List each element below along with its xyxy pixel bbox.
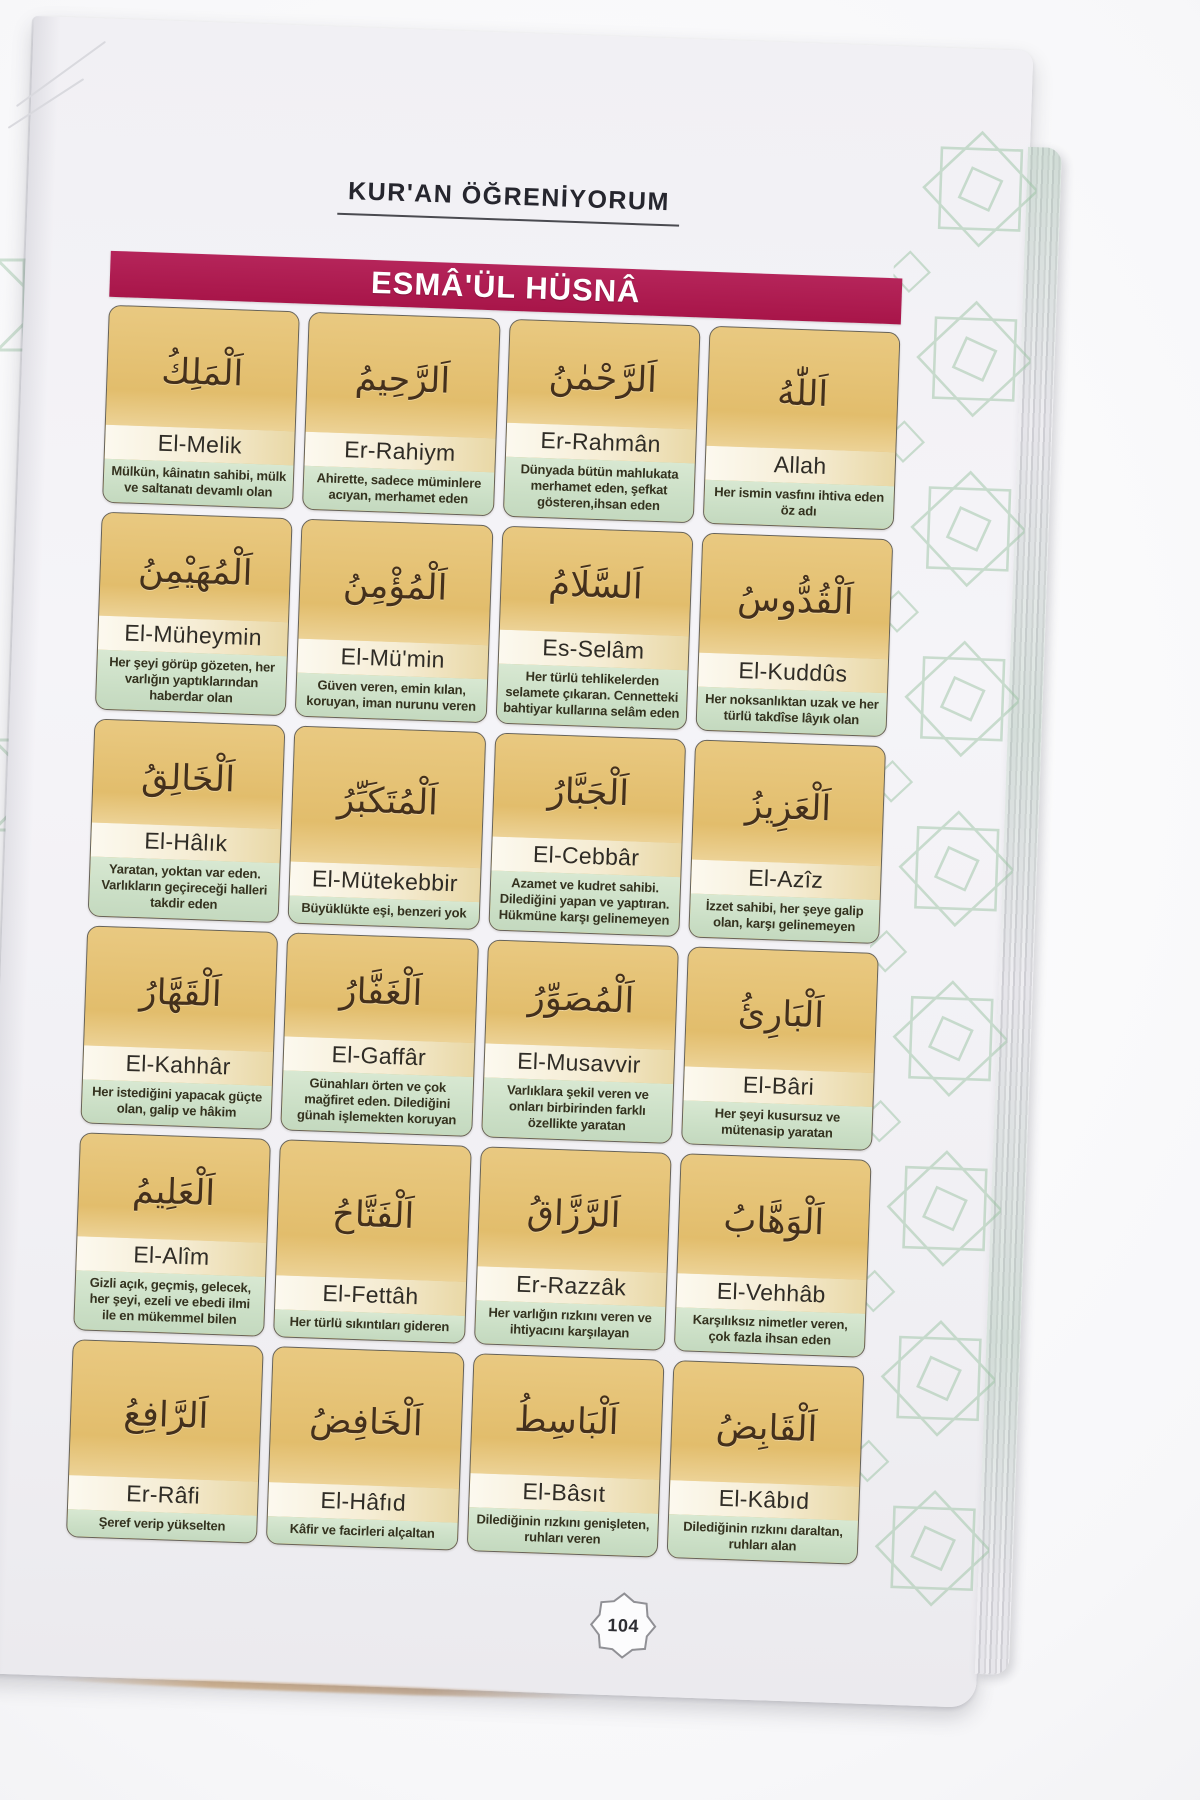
- arabic-calligraphy: اَلْبَارِئُ: [684, 947, 877, 1072]
- name-card: [288, 726, 486, 931]
- name-latin: Allah: [705, 446, 895, 487]
- name-description: Dünyada bütün mahlukata merhamet eden, şefkat gösteren,ihsan eden: [503, 456, 694, 522]
- name-latin: El-Gaffâr: [284, 1036, 474, 1077]
- name-latin: El-Hâfıd: [268, 1482, 458, 1523]
- name-description: Her şeyi görüp gözeten, her varlığın yaptıklarından haberdar olan: [96, 649, 287, 715]
- name-description: Büyüklükte eşi, benzeri yok: [289, 895, 479, 929]
- name-description: Her istediğini yapacak güçte olan, galip ve hâkim: [81, 1079, 272, 1129]
- name-latin: El-Mütekebbir: [290, 861, 480, 902]
- name-card: [273, 1139, 471, 1344]
- name-description: Mülkün, kâinatın sahibi, mülk ve saltanatı devamlı olan: [103, 459, 294, 509]
- name-latin: Er-Rahmân: [505, 422, 695, 463]
- name-latin: El-Kâbıd: [669, 1480, 859, 1521]
- page-number-badge: [586, 1588, 660, 1662]
- arabic-calligraphy: اَلرَّحْمٰنُ: [507, 320, 700, 429]
- name-card: [88, 719, 286, 924]
- book-page: [0, 16, 1033, 1708]
- arabic-calligraphy: اَللّٰهُ: [706, 327, 899, 452]
- arabic-calligraphy: اَلْبَاسِطُ: [470, 1354, 663, 1479]
- name-latin: Es-Selâm: [498, 629, 688, 670]
- name-description: Şeref verip yükselten: [67, 1509, 257, 1543]
- name-latin: El-Kahhâr: [83, 1045, 273, 1086]
- arabic-calligraphy: اَلسَّلَامُ: [499, 527, 692, 636]
- name-card: [681, 946, 879, 1151]
- name-card: [502, 319, 700, 524]
- name-latin: El-Mü'min: [298, 638, 488, 679]
- name-latin: Er-Rahiym: [305, 432, 495, 473]
- name-description: Azamet ve kudret sahibi. Dilediğini yapan ve yaptıran. Hükmüne karşı gelinemeyen: [489, 870, 680, 936]
- name-description: Güven veren, emin kılan, koruyan, iman nurunu veren: [296, 672, 487, 722]
- name-card: [281, 932, 479, 1137]
- arabic-calligraphy: اَلْقُدُّوسُ: [699, 534, 892, 659]
- arabic-calligraphy: اَلْوَهَّابُ: [677, 1154, 870, 1279]
- name-card: [466, 1353, 664, 1558]
- name-description: Yaratan, yoktan var eden. Varlıkların geçireceği halleri takdir eden: [89, 856, 280, 922]
- name-card: [102, 305, 300, 510]
- page-content: [61, 19, 910, 1704]
- name-card: [295, 519, 493, 724]
- page-header: [112, 169, 905, 235]
- name-description: Her şeyi kusursuz ve mütenasip yaratan: [682, 1100, 873, 1150]
- arabic-calligraphy: اَلْخَافِضُ: [269, 1347, 463, 1488]
- name-description: Varlıklara şekil veren ve onları birbirinden farklı özellikte yaratan: [482, 1077, 673, 1143]
- name-latin: El-Fettâh: [275, 1275, 465, 1316]
- name-latin: Er-Râfi: [68, 1475, 258, 1516]
- arabic-calligraphy: اَلْمُتَكَبِّرُ: [291, 727, 485, 868]
- name-description: Her varlığın rızkını veren ve ihtiyacını karşılayan: [474, 1300, 665, 1350]
- arabic-calligraphy: اَلْقَابِضُ: [670, 1361, 863, 1486]
- arabic-calligraphy: اَلْخَالِقُ: [92, 720, 285, 829]
- name-description: Her türlü tehlikelerden selamete çıkaran. Cennetteki bahtiyar kullarına selâm eden: [496, 663, 687, 729]
- name-card: [702, 326, 900, 531]
- name-latin: El-Azîz: [691, 859, 881, 900]
- name-description: Günahları örten ve çok mağfiret eden. Dilediğini günah işlemekten koruyan: [282, 1070, 473, 1136]
- page-number: 104: [607, 1614, 640, 1636]
- name-latin: El-Bâsıt: [469, 1473, 659, 1514]
- name-card: [95, 512, 293, 717]
- name-card: [66, 1339, 264, 1544]
- name-card: [481, 939, 679, 1144]
- name-latin: El-Müheymin: [98, 615, 288, 656]
- name-description: Kâfir ve facirleri alçaltan: [267, 1516, 457, 1550]
- arabic-calligraphy: اَلْمُهَيْمِنُ: [99, 513, 292, 622]
- name-latin: El-Bâri: [683, 1066, 873, 1107]
- name-card: [688, 740, 886, 945]
- arabic-calligraphy: اَلرَّحِيمُ: [306, 313, 499, 438]
- name-card: [266, 1346, 464, 1551]
- name-latin: El-Musavvir: [484, 1043, 674, 1084]
- name-card: [302, 312, 500, 517]
- arabic-calligraphy: اَلْعَزِيزُ: [692, 741, 885, 866]
- arabic-calligraphy: اَلْمُصَوِّرُ: [485, 940, 678, 1049]
- name-description: Her türlü sıkıntıları gideren: [274, 1309, 464, 1343]
- name-latin: El-Cebbâr: [491, 836, 681, 877]
- name-latin: El-Melik: [105, 425, 295, 466]
- arabic-calligraphy: اَلْمَلِكُ: [106, 306, 299, 431]
- name-description: Dilediğinin rızkını daraltan, ruhları alan: [667, 1514, 858, 1564]
- name-card: [674, 1153, 872, 1358]
- name-card: [73, 1132, 271, 1337]
- name-description: Ahirette, sadece müminlere acıyan, merhamet eden: [303, 466, 494, 516]
- name-card: [495, 526, 693, 731]
- page-header-text: KUR'AN ÖĞRENİYORUM: [337, 177, 680, 227]
- name-description: Gizli açık, geçmiş, gelecek, her şeyi, ezeli ve ebedi ilmi ile en mükemmel bilen: [74, 1270, 265, 1336]
- arabic-calligraphy: اَلْغَفَّارُ: [285, 933, 478, 1042]
- name-description: Karşılıksız nimetler veren, çok fazla ihsan eden: [675, 1307, 866, 1357]
- arabic-calligraphy: اَلرَّزَّاقُ: [477, 1147, 670, 1272]
- name-latin: Er-Razzâk: [476, 1266, 666, 1307]
- name-card: [473, 1146, 671, 1351]
- name-card: [666, 1360, 864, 1565]
- arabic-calligraphy: اَلْفَتَّاحُ: [276, 1140, 470, 1281]
- name-description: Dilediğinin rızkını genişleten, ruhları veren: [467, 1507, 658, 1557]
- page-corner-edge: [16, 41, 106, 107]
- name-card: [695, 533, 893, 738]
- name-latin: El-Alîm: [76, 1236, 266, 1277]
- arabic-calligraphy: اَلْعَلِيمُ: [77, 1133, 270, 1242]
- name-description: İzzet sahibi, her şeye galip olan, karşı gelinemeyen: [689, 893, 880, 943]
- name-card: [80, 925, 278, 1130]
- name-latin: El-Hâlık: [91, 822, 281, 863]
- arabic-calligraphy: اَلرَّافِعُ: [69, 1340, 263, 1481]
- names-grid: [66, 305, 901, 1565]
- arabic-calligraphy: اَلْمُؤْمِنُ: [299, 520, 492, 645]
- name-description: Her noksanlıktan uzak ve her türlü takdîse lâyık olan: [696, 686, 887, 736]
- name-latin: El-Vehhâb: [676, 1273, 866, 1314]
- arabic-calligraphy: اَلْقَهَّارُ: [84, 926, 277, 1051]
- name-latin: El-Kuddûs: [698, 652, 888, 693]
- name-card: [488, 733, 686, 938]
- name-description: Her ismin vasfını ihtiva eden öz adı: [703, 479, 894, 529]
- arabic-calligraphy: اَلْجَبَّارُ: [492, 734, 685, 843]
- page-title: ESMÂ'ÜL HÜSNÂ: [370, 264, 642, 310]
